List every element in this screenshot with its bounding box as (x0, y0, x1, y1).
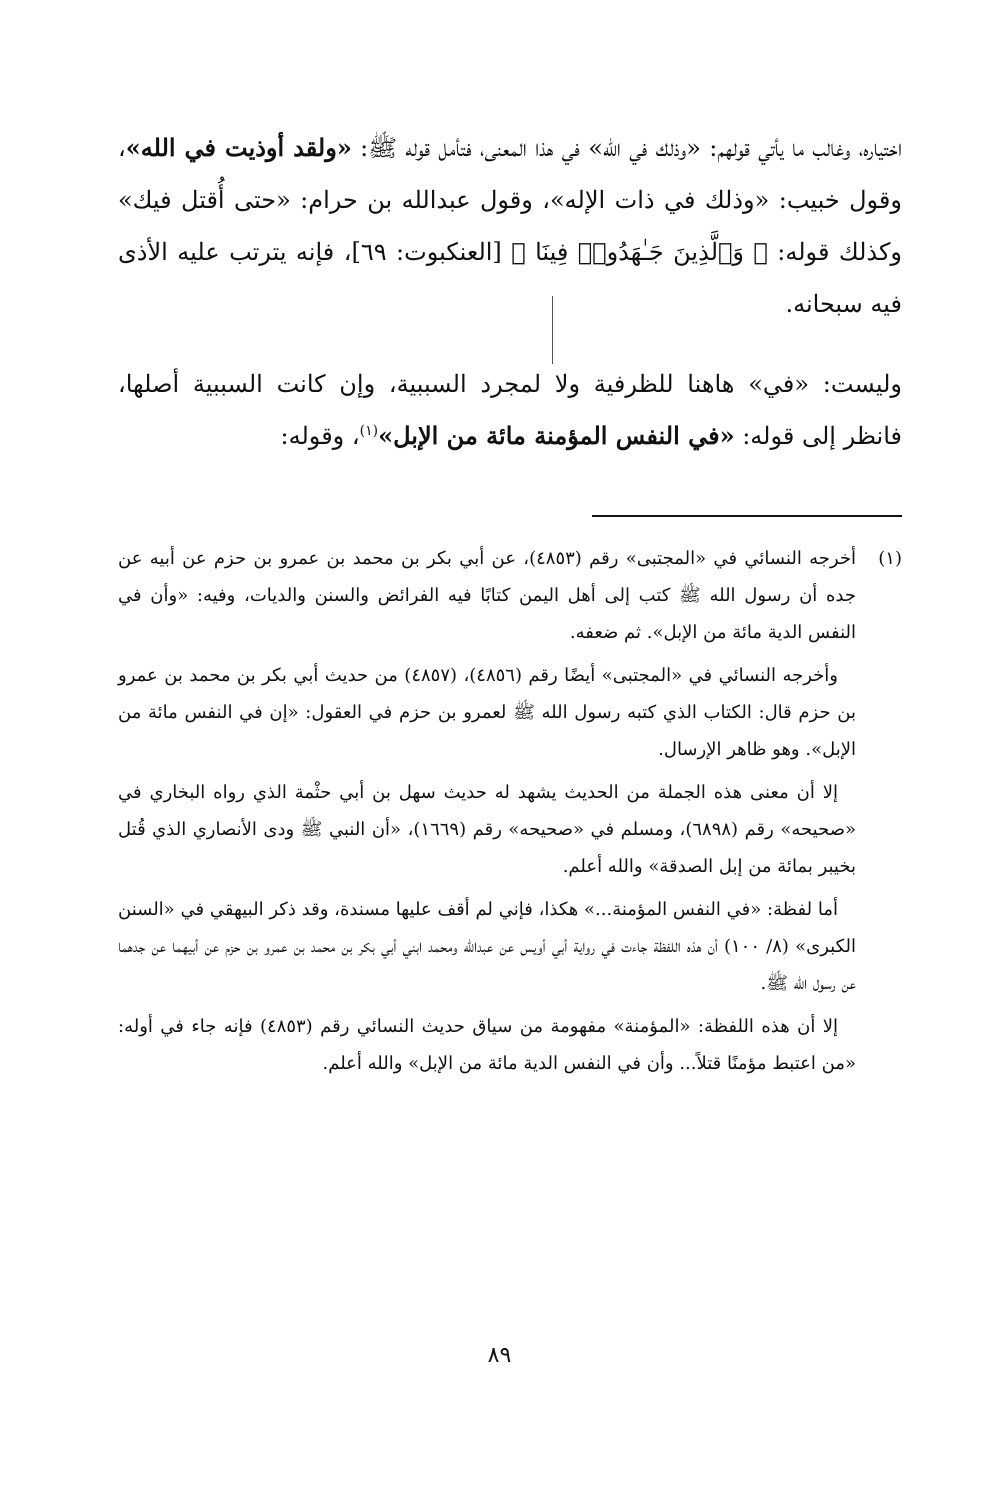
footnote-body (118, 540, 856, 1088)
main-paragraph-1 (118, 122, 902, 330)
footnotes (118, 540, 902, 1088)
footnote-paragraph: إلا أن هذه اللفظة: «المؤمنة» مفهومة من سياق حديث النسائي رقم (٤٨٥٣) فإنه جاء في أوله: «من اعتبط مؤمنًا قتلاً... وأن في النفس الدية مائة من الإبل» والله أعلم. (118, 1016, 856, 1074)
footnote-paragraph: إلا أن معنى هذه الجملة من الحديث يشهد له حديث سهل بن أبي حثْمة الذي رواه البخاري في «صحيحه» رقم (٦٨٩٨)، ومسلم في «صحيحه» رقم (١٦٦٩)، «أن النبي ﷺ ودى الأنصاري الذي قُتل بخيبر بمائة من إبل الصدقة» والله أعلم. (118, 782, 856, 877)
page-number: ٨٩ (487, 1343, 512, 1368)
footnote-paragraph: أما لفظة: «في النفس المؤمنة...» هكذا، فإني لم أقف عليها مسندة، وقد ذكر البيهقي في «السنن الكبرى» (٨/ ١٠٠) أن هذه اللفظة جاءت في رواية أبي أويس عن عبدالله ومحمد ابني أبي بكر بن محمد بن عمرو بن حزم عن أبيهما عن جدهما عن رسول الله ﷺ. (118, 899, 856, 994)
main-paragraph-2-bold-quote: «في النفس المؤمنة مائة من الإبل» (378, 421, 735, 450)
main-paragraph-2-text-b: ، وقوله: (280, 422, 360, 450)
text-cursor (552, 296, 553, 364)
footnote-paragraph: أخرجه النسائي في «المجتبى» رقم (٤٨٥٣)، عن أبي بكر بن محمد بن عمرو بن حزم عن أبيه عن جده أن رسول الله ﷺ كتب إلى أهل اليمن كتابًا فيه الفرائض والسنن والديات، وفيه: «وأن في النفس الدية مائة من الإبل». ثم ضعفه. (118, 548, 856, 643)
main-text (118, 122, 902, 462)
main-paragraph-1-text-a: اختياره، وغالب ما يأتي قولهم: «وذلك في الله» في هذا المعنى، فتأمل قوله ﷺ: (351, 134, 902, 162)
footnote-separator (592, 515, 902, 517)
footnote-paragraph: وأخرجه النسائي في «المجتبى» أيضًا رقم (٤٨٥٦)، (٤٨٥٧) من حديث أبي بكر بن محمد بن عمرو بن حزم قال: الكتاب الذي كتبه رسول الله ﷺ لعمرو بن حزم في العقول: «إن في النفس مائة من الإبل». وهو ظاهر الإرسال. (118, 665, 856, 760)
main-paragraph-1-bold-quote: «ولقد أوذيت في الله» (125, 133, 352, 162)
main-paragraph-2 (118, 358, 902, 462)
main-paragraph-1-text-b: ، وقول خبيب: «وذلك في ذات الإله»، وقول عبدالله بن حرام: «حتى أُقتل فيك» وكذلك قوله: ﴿ وَٱلَّذِينَ جَـٰهَدُوا۟ فِينَا ﴾ [العنكبوت: ٦٩]، فإنه يترتب عليه الأذى فيه سبحانه. (118, 134, 903, 318)
footnote-number: (١) (878, 548, 902, 569)
main-paragraph-2-text-a: وليست: «في» هاهنا للظرفية ولا لمجرد السببية، وإن كانت السببية أصلها، فانظر إلى قوله: (118, 370, 902, 450)
footnote-1 (118, 540, 902, 1088)
footnote-reference: (١) (359, 423, 379, 439)
